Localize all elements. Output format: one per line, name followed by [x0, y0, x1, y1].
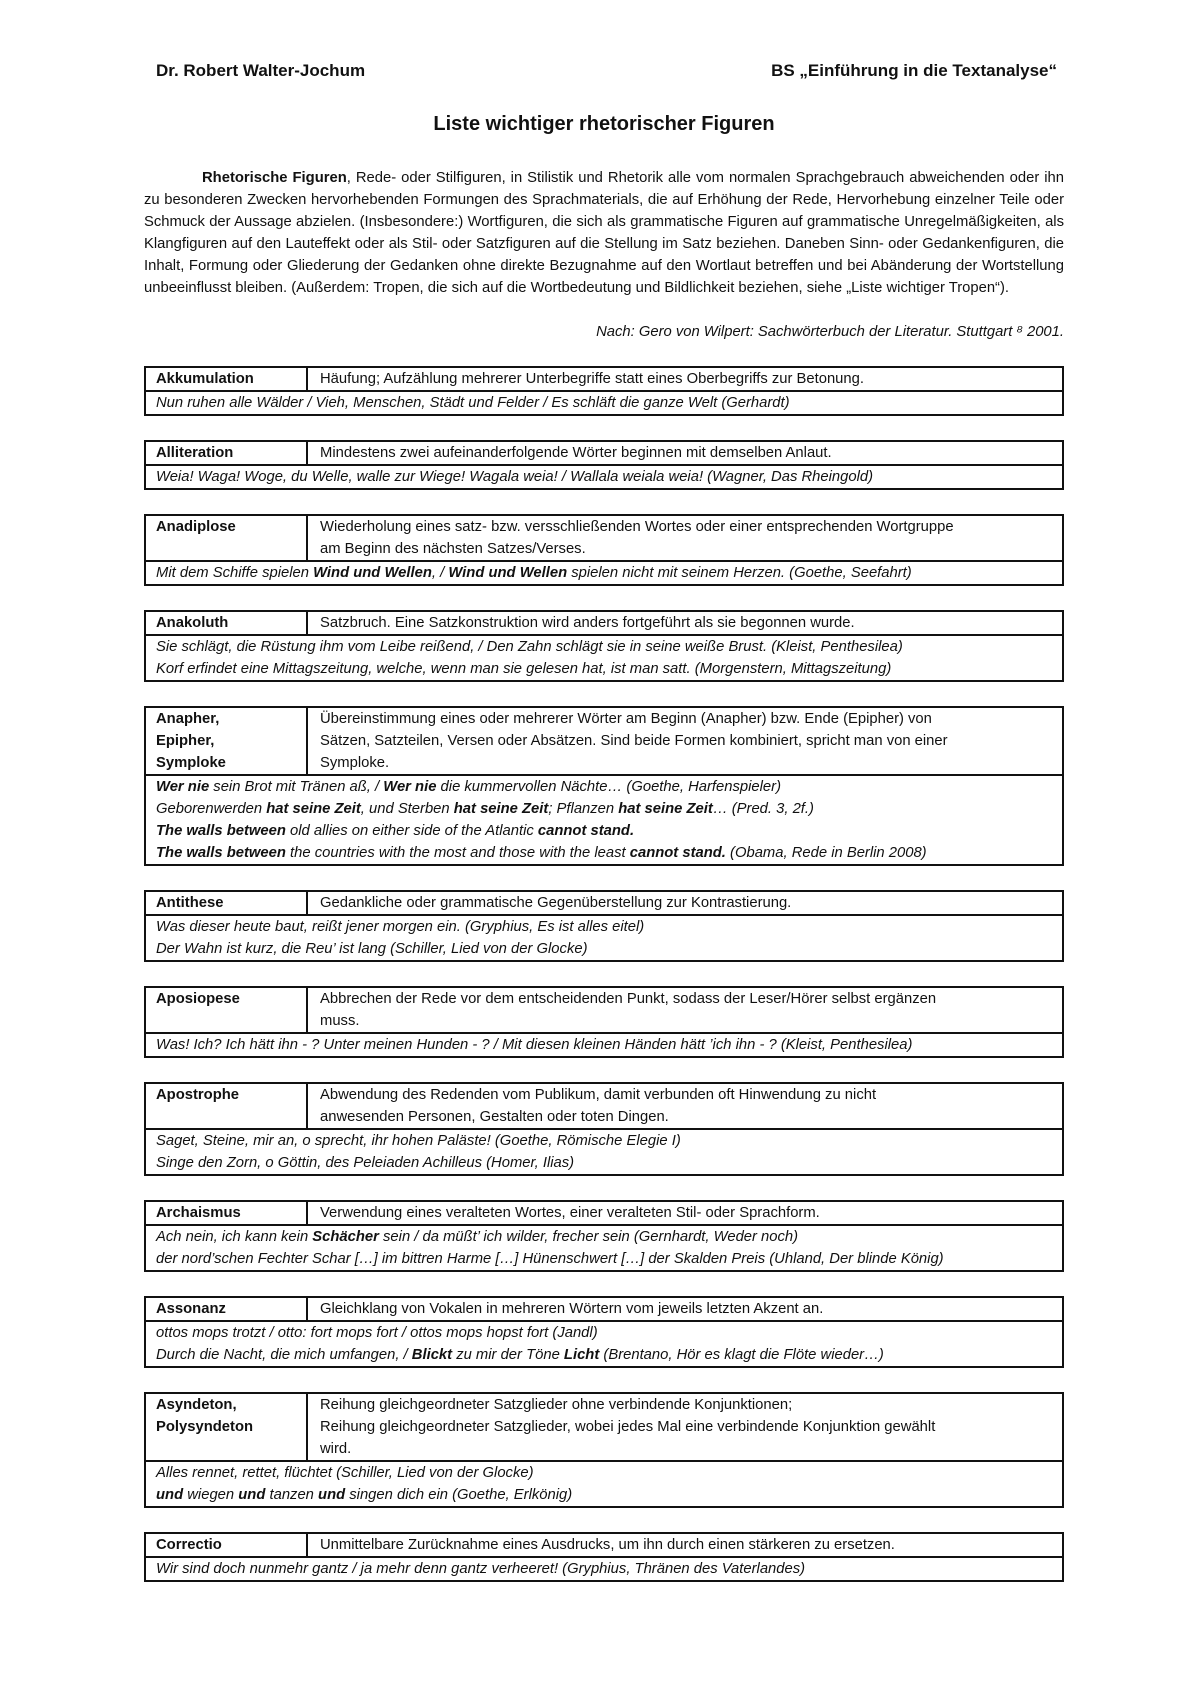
example-line — [156, 466, 1054, 488]
figure-term-line: Correctio — [156, 1537, 222, 1553]
example-text: , / — [431, 565, 449, 581]
figure-term-line: Anadiplose — [156, 519, 236, 535]
figure-examples — [146, 562, 1062, 584]
figure-term — [146, 1202, 308, 1224]
example-line — [156, 562, 1054, 584]
example-line — [156, 1226, 1054, 1248]
example-emphasis: Licht — [563, 1347, 600, 1363]
figure-definition — [308, 1084, 1062, 1128]
figure-entry — [144, 1392, 1064, 1508]
figure-examples — [146, 1226, 1062, 1270]
figure-examples — [146, 1130, 1062, 1174]
figure-definition-line: wird. — [320, 1441, 352, 1457]
example-line — [156, 842, 1054, 864]
figure-definition-line: Abwendung des Redenden vom Publikum, damit verbunden oft Hinwendung zu nicht — [320, 1087, 877, 1103]
example-text: Singe den Zorn, o Göttin, des Peleiaden Achilleus (Homer, Ilias) — [156, 1155, 575, 1171]
document-title: Liste wichtiger rhetorischer Figuren — [433, 113, 775, 135]
example-emphasis: Wer nie — [383, 779, 437, 795]
figure-entry — [144, 366, 1064, 416]
figure-definition-line: Mindestens zwei aufeinanderfolgende Wörter beginnen mit demselben Anlaut. — [320, 445, 832, 461]
figure-term-line: Anakoluth — [156, 615, 229, 631]
example-emphasis: Wer nie — [156, 779, 210, 795]
intro-source: Nach: Gero von Wilpert: Sachwörterbuch der Literatur. Stuttgart ⁸ 2001. — [596, 324, 1064, 340]
example-text: Saget, Steine, mir an, o sprecht, ihr hohen Paläste! (Goethe, Römische Elegie I) — [156, 1133, 681, 1149]
example-line — [156, 1558, 1054, 1580]
figure-entry — [144, 890, 1064, 962]
figure-definition-line: muss. — [320, 1013, 360, 1029]
figure-definition-line: Reihung gleichgeordneter Satzglieder ohne verbindende Konjunktionen; — [320, 1397, 793, 1413]
example-text: sein / da müßt’ ich wilder, frecher sein (Gernhardt, Weder noch) — [378, 1229, 799, 1245]
figure-definition-line: Satzbruch. Eine Satzkonstruktion wird anders fortgeführt als sie begonnen wurde. — [320, 615, 855, 631]
example-text: old allies on either side of the Atlantic — [285, 823, 538, 839]
figure-term — [146, 612, 308, 634]
example-text: , und Sterben — [360, 801, 454, 817]
figure-term-line: Apostrophe — [156, 1087, 240, 1103]
example-line — [156, 1130, 1054, 1152]
example-text: Der Wahn ist kurz, die Reu’ ist lang (Schiller, Lied von der Glocke) — [156, 941, 588, 957]
figure-examples — [146, 1558, 1062, 1580]
figure-examples — [146, 1034, 1062, 1056]
figure-entry — [144, 1082, 1064, 1176]
figure-definition — [308, 516, 1062, 560]
figure-term — [146, 516, 308, 560]
figure-header-row — [146, 368, 1062, 392]
figure-term — [146, 1298, 308, 1320]
example-line — [156, 820, 1054, 842]
figure-definition — [308, 708, 1062, 774]
figure-definition — [308, 1394, 1062, 1460]
example-emphasis: The walls between — [156, 845, 286, 861]
example-text: Korf erfindet eine Mittagszeitung, welche, wenn man sie gelesen hat, ist man satt. (Morgenstern, Mittagszeitung) — [156, 661, 892, 677]
example-line — [156, 916, 1054, 938]
figure-definition-line: Abbrechen der Rede vor dem entscheidenden Punkt, sodass der Leser/Hörer selbst ergänzen — [320, 991, 937, 1007]
figure-term-line: Polysyndeton — [156, 1419, 254, 1435]
example-text: der nord’schen Fechter Schar […] im bittren Harme […] Hünenschwert […] der Skalden Preis (Uhland, Der blinde König) — [156, 1251, 944, 1267]
figure-term-line: Asyndeton, — [156, 1397, 237, 1413]
figure-entry — [144, 1296, 1064, 1368]
example-text: (Obama, Rede in Berlin 2008) — [725, 845, 927, 861]
example-text: Sie schlägt, die Rüstung ihm vom Leibe reißend, / Den Zahn schlägt sie in seine weiße Brust. (Kleist, Penthesilea) — [156, 639, 903, 655]
example-text: singen dich ein (Goethe, Erlkönig) — [345, 1487, 573, 1503]
example-text: (Brentano, Hör es klagt die Flöte wieder…) — [599, 1347, 884, 1363]
figure-header-row — [146, 1534, 1062, 1558]
figure-definition-line: Reihung gleichgeordneter Satzglieder, wobei jedes Mal eine verbindende Konjunktion gewählt — [320, 1419, 936, 1435]
example-emphasis: und — [318, 1487, 346, 1503]
figure-term — [146, 1394, 308, 1460]
example-emphasis: cannot stand. — [537, 823, 635, 839]
figure-examples — [146, 392, 1062, 414]
author-name: Dr. Robert Walter-Jochum — [156, 61, 366, 80]
figure-entry — [144, 1200, 1064, 1272]
course-title: BS „Einführung in die Textanalyse“ — [771, 61, 1057, 80]
example-line — [156, 798, 1054, 820]
figure-definition-line: Verwendung eines veralteten Wortes, einer veralteten Stil- oder Sprachform. — [320, 1205, 820, 1221]
example-text: ; Pflanzen — [548, 801, 619, 817]
example-line — [156, 1322, 1054, 1344]
figure-term-line: Archaismus — [156, 1205, 241, 1221]
figure-entry — [144, 514, 1064, 586]
example-line — [156, 1034, 1054, 1056]
example-emphasis: hat seine Zeit — [266, 801, 361, 817]
figure-definition-line: Übereinstimmung eines oder mehrerer Wörter am Beginn (Anapher) bzw. Ende (Epipher) von — [320, 711, 932, 727]
figure-definition-line: Wiederholung eines satz- bzw. versschließenden Wortes oder einer entsprechenden Wortgruppe — [320, 519, 954, 535]
example-emphasis: und — [156, 1487, 184, 1503]
example-text: Wir sind doch nunmehr gantz / ja mehr denn gantz verheeret! (Gryphius, Thränen des Vaterlandes) — [156, 1561, 806, 1577]
figure-header-row — [146, 612, 1062, 636]
figure-header-row — [146, 1298, 1062, 1322]
example-line — [156, 1344, 1054, 1366]
figure-header-row — [146, 516, 1062, 562]
intro-text: , Rede- oder Stilfiguren, in Stilistik und Rhetorik alle vom normalen Sprachgebrauch abweichenden oder ihn zu besonderen Zwecken hervorhebenden Formungen des Sprachmaterials, die auf Erhöhung der Rede, Hervorhebung einzelner Teile oder Schmuck der Aussage abzielen. (Insbesondere:) Wortfiguren, die sich als grammatische Figuren auf grammatische Unregelmäßigkeiten, als Klangfiguren auf den Lauteffekt oder als Stil- oder Satzfiguren auf die Stellung im Satz beziehen. Daneben Sinn- oder Gedankenfiguren, die Inhalt, Formung oder Gliederung der Gedanken ohne direkte Bezugnahme auf den Wortlaut betreffen und bei Abänderung der Wortstellung unbeeinflusst bleiben. (Außerdem: Tropen, die sich auf die Wortbedeutung und Bildlichkeit beziehen, siehe „Liste wichtiger Tropen“). — [144, 170, 1064, 296]
example-text: Mit dem Schiffe spielen — [156, 565, 314, 581]
figure-definition — [308, 988, 1062, 1032]
figure-header-row — [146, 988, 1062, 1034]
example-emphasis: Wind und Wellen — [448, 565, 568, 581]
example-emphasis: Schächer — [312, 1229, 379, 1245]
figure-definition-line: am Beginn des nächsten Satzes/Verses. — [320, 541, 586, 557]
figure-header-row — [146, 1084, 1062, 1130]
figure-definition — [308, 442, 1062, 464]
example-line — [156, 1462, 1054, 1484]
example-text: zu mir der Töne — [452, 1347, 564, 1363]
figure-term — [146, 708, 308, 774]
example-line — [156, 776, 1054, 798]
figure-header-row — [146, 892, 1062, 916]
figure-definition — [308, 1534, 1062, 1556]
figure-term — [146, 368, 308, 390]
example-emphasis: cannot stand. — [629, 845, 726, 861]
example-text: die kummervollen Nächte… (Goethe, Harfenspieler) — [436, 779, 782, 795]
figure-definition-line: Unmittelbare Zurücknahme eines Ausdrucks, um ihn durch einen stärkeren zu ersetzen. — [320, 1537, 895, 1553]
example-text: Was dieser heute baut, reißt jener morgen ein. (Gryphius, Es ist alles eitel) — [156, 919, 645, 935]
example-text: ottos mops trotzt / otto: fort mops fort / ottos mops hopst fort (Jandl) — [156, 1325, 598, 1341]
example-emphasis: hat seine Zeit — [453, 801, 549, 817]
figure-examples — [146, 466, 1062, 488]
figure-definition — [308, 368, 1062, 390]
figure-definition-line: Sätzen, Satzteilen, Versen oder Absätzen. Sind beide Formen kombiniert, spricht man von einer — [320, 733, 948, 749]
example-emphasis: und — [238, 1487, 266, 1503]
figure-definition — [308, 892, 1062, 914]
example-emphasis: hat seine Zeit — [618, 801, 713, 817]
figure-term — [146, 1534, 308, 1556]
figure-definition — [308, 1298, 1062, 1320]
example-text: Geborenwerden — [156, 801, 267, 817]
page-header — [144, 61, 1064, 85]
intro-term: Rhetorische Figuren — [202, 170, 347, 186]
example-emphasis: Blickt — [411, 1347, 453, 1363]
figure-entry — [144, 706, 1064, 866]
example-text: Was! Ich? Ich hätt ihn - ? Unter meinen Hunden - ? / Mit diesen kleinen Händen hätt ’ich ihn - ? (Kleist, Penthesilea) — [156, 1037, 913, 1053]
figure-term-line: Alliteration — [156, 445, 234, 461]
figure-term — [146, 442, 308, 464]
example-text: sein Brot mit Tränen aß, / — [209, 779, 384, 795]
figure-header-row — [146, 1202, 1062, 1226]
figures-list — [144, 366, 1064, 1606]
figure-term — [146, 988, 308, 1032]
figure-term — [146, 892, 308, 914]
figure-examples — [146, 916, 1062, 960]
figure-definition-line: anwesenden Personen, Gestalten oder toten Dingen. — [320, 1109, 669, 1125]
figure-definition-line: Symploke. — [320, 755, 390, 771]
example-text: Durch die Nacht, die mich umfangen, / — [156, 1347, 412, 1363]
example-line — [156, 1248, 1054, 1270]
example-line — [156, 1484, 1054, 1506]
example-emphasis: The walls between — [156, 823, 286, 839]
figure-entry — [144, 1532, 1064, 1582]
figure-definition — [308, 612, 1062, 634]
figure-entry — [144, 610, 1064, 682]
figure-definition-line: Gedankliche oder grammatische Gegenüberstellung zur Kontrastierung. — [320, 895, 792, 911]
example-text: tanzen — [265, 1487, 319, 1503]
example-text: … (Pred. 3, 2f.) — [712, 801, 814, 817]
figure-term-line: Assonanz — [156, 1301, 226, 1317]
example-text: Nun ruhen alle Wälder / Vieh, Menschen, Städt und Felder / Es schläft die ganze Welt (Gerhardt) — [156, 395, 790, 411]
figure-header-row — [146, 442, 1062, 466]
example-emphasis: Wind und Wellen — [313, 565, 432, 581]
example-line — [156, 1152, 1054, 1174]
example-text: the countries with the most and those with the least — [285, 845, 630, 861]
figure-term-line: Antithese — [156, 895, 224, 911]
figure-header-row — [146, 1394, 1062, 1462]
figure-definition-line: Häufung; Aufzählung mehrerer Unterbegriffe statt eines Oberbegriffs zur Betonung. — [320, 371, 864, 387]
figure-examples — [146, 1322, 1062, 1366]
figure-term — [146, 1084, 308, 1128]
figure-examples — [146, 1462, 1062, 1506]
figure-examples — [146, 636, 1062, 680]
figure-entry — [144, 986, 1064, 1058]
example-text: Alles rennet, rettet, flüchtet (Schiller, Lied von der Glocke) — [156, 1465, 534, 1481]
figure-term-line: Anapher, — [156, 711, 220, 727]
intro-paragraph — [144, 167, 1064, 299]
figure-term-line: Aposiopese — [156, 991, 240, 1007]
figure-term-line: Epipher, — [156, 733, 215, 749]
example-line — [156, 392, 1054, 414]
example-text: Weia! Waga! Woge, du Welle, walle zur Wiege! Wagala weia! / Wallala weiala weia! (Wagner, Das Rheingold) — [156, 469, 874, 485]
figure-header-row — [146, 708, 1062, 776]
figure-entry — [144, 440, 1064, 490]
example-line — [156, 636, 1054, 658]
example-line — [156, 658, 1054, 680]
example-text: Ach nein, ich kann kein — [156, 1229, 313, 1245]
figure-definition-line: Gleichklang von Vokalen in mehreren Wörtern vom jeweils letzten Akzent an. — [320, 1301, 824, 1317]
example-text: wiegen — [183, 1487, 239, 1503]
figure-definition — [308, 1202, 1062, 1224]
example-text: spielen nicht mit seinem Herzen. (Goethe, Seefahrt) — [567, 565, 912, 581]
example-line — [156, 938, 1054, 960]
figure-term-line: Symploke — [156, 755, 226, 771]
figure-examples — [146, 776, 1062, 864]
figure-term-line: Akkumulation — [156, 371, 254, 387]
